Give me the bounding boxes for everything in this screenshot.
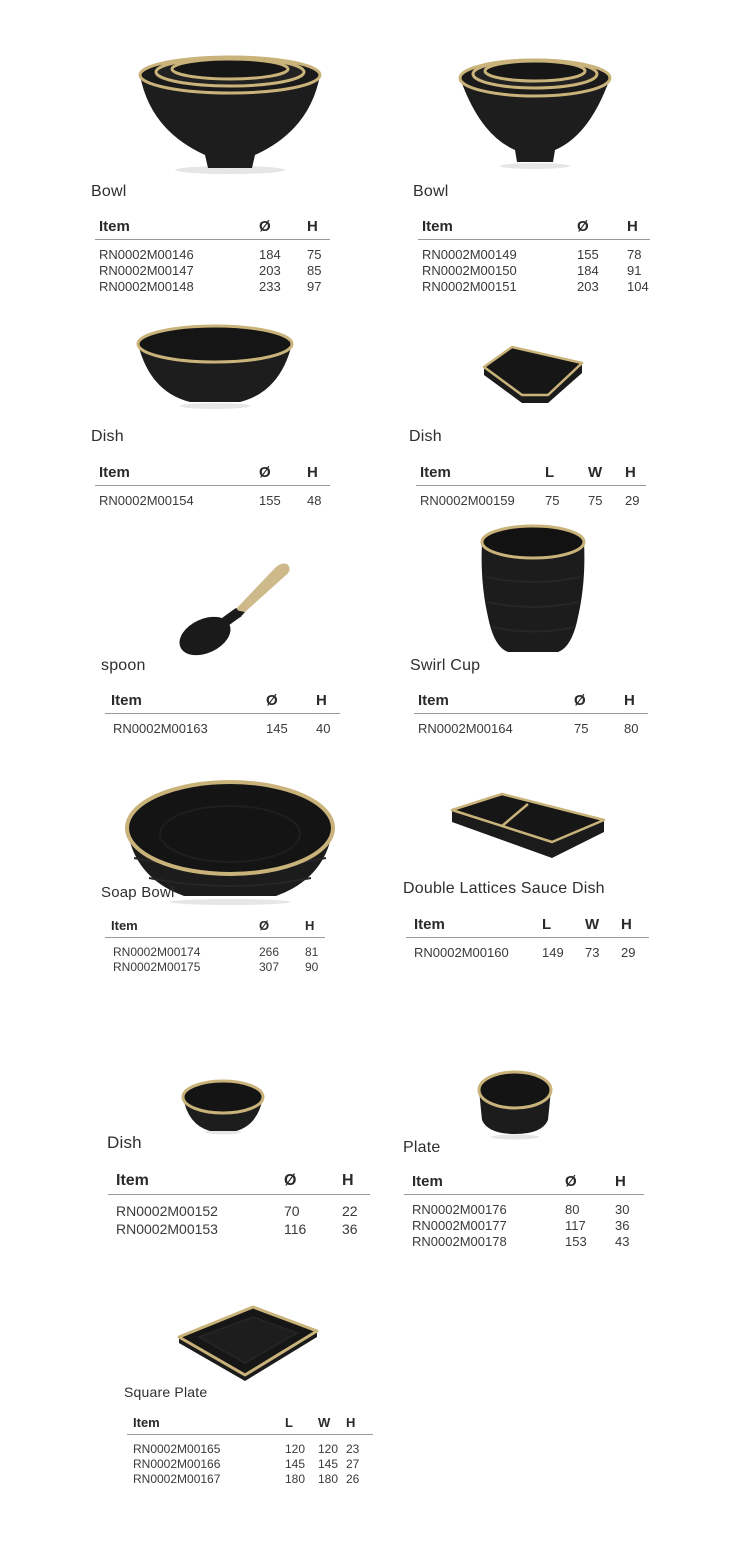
header-item: Item (108, 1172, 284, 1195)
length-value: 149 (542, 945, 564, 960)
header-item: Item (95, 464, 259, 486)
height-value: 29 (621, 945, 636, 960)
item-code: RN0002M00177 (412, 1218, 507, 1233)
diameter-value: 70 (284, 1203, 300, 1219)
diameter-value: 75 (574, 721, 589, 736)
table-row (108, 1195, 370, 1221)
height-value: 48 (307, 493, 322, 508)
height-value: 104 (627, 279, 649, 294)
header-item: Item (105, 692, 266, 714)
item-code: RN0002M00159 (420, 493, 515, 508)
product-title: Swirl Cup (410, 657, 481, 674)
table-row (108, 1220, 370, 1238)
product-title: Plate (403, 1139, 441, 1156)
item-code: RN0002M00165 (133, 1442, 221, 1456)
table-row (105, 960, 325, 975)
table-row (127, 1435, 373, 1458)
item-code: RN0002M00174 (113, 945, 201, 959)
header-length: L (285, 1415, 318, 1435)
height-value: 40 (316, 721, 331, 736)
item-code: RN0002M00178 (412, 1234, 507, 1249)
height-value: 97 (307, 279, 322, 294)
table-row (414, 714, 648, 738)
item-code: RN0002M00164 (418, 721, 513, 736)
length-value: 145 (285, 1457, 306, 1471)
header-width: W (588, 464, 625, 486)
diameter-value: 233 (259, 279, 281, 294)
double-sauce-dish-icon (448, 790, 608, 862)
table-row (404, 1195, 644, 1219)
product-title: spoon (101, 657, 146, 674)
header-item: Item (404, 1173, 565, 1195)
header-height: H (307, 464, 330, 486)
header-item: Item (414, 692, 574, 714)
height-value: 75 (307, 247, 322, 262)
product-title: Dish (107, 1133, 142, 1152)
diameter-value: 155 (577, 247, 599, 262)
header-diameter: Ø (259, 218, 307, 240)
diameter-value: 307 (259, 960, 280, 974)
height-value: 30 (615, 1202, 630, 1217)
table-row (95, 486, 330, 510)
diameter-value: 203 (259, 263, 281, 278)
header-item: Item (127, 1415, 285, 1435)
height-value: 80 (624, 721, 639, 736)
nested-bowls-icon (455, 50, 615, 170)
item-code: RN0002M00150 (422, 263, 517, 278)
product-title: Dish (91, 428, 124, 445)
item-code: RN0002M00166 (133, 1457, 221, 1471)
table-row (418, 263, 650, 279)
header-height: H (625, 464, 646, 486)
cup-icon (478, 522, 588, 657)
spec-table (105, 692, 340, 737)
spec-table (406, 916, 649, 961)
diameter-value: 184 (577, 263, 599, 278)
table-row (404, 1234, 644, 1250)
table-row (105, 938, 325, 961)
length-value: 180 (285, 1472, 306, 1486)
table-row (95, 263, 330, 279)
header-diameter: Ø (565, 1173, 615, 1195)
diameter-value: 266 (259, 945, 280, 959)
length-value: 120 (285, 1442, 306, 1456)
item-code: RN0002M00151 (422, 279, 517, 294)
width-value: 120 (318, 1442, 339, 1456)
header-height: H (316, 692, 340, 714)
product-title: Double Lattices Sauce Dish (403, 880, 605, 897)
item-code: RN0002M00149 (422, 247, 517, 262)
item-code: RN0002M00160 (414, 945, 509, 960)
table-row (404, 1218, 644, 1234)
header-length: L (545, 464, 588, 486)
height-value: 26 (346, 1472, 360, 1486)
header-diameter: Ø (577, 218, 627, 240)
item-code: RN0002M00167 (133, 1472, 221, 1486)
header-height: H (307, 218, 330, 240)
header-item: Item (95, 218, 259, 240)
deep-plate-icon (476, 1068, 554, 1140)
item-code: RN0002M00175 (113, 960, 201, 974)
product-title: Bowl (91, 183, 127, 200)
header-item: Item (416, 464, 545, 486)
nested-bowls-icon (130, 50, 330, 175)
diameter-value: 203 (577, 279, 599, 294)
item-code: RN0002M00147 (99, 263, 194, 278)
product-title: Square Plate (124, 1384, 208, 1400)
diameter-value: 145 (266, 721, 288, 736)
spec-table (105, 918, 325, 975)
diameter-value: 117 (565, 1218, 586, 1233)
width-value: 73 (585, 945, 600, 960)
spoon-icon (175, 560, 295, 660)
table-row (127, 1457, 373, 1472)
width-value: 145 (318, 1457, 339, 1471)
height-value: 78 (627, 247, 642, 262)
table-row (416, 486, 646, 510)
small-dish-icon (180, 1077, 266, 1135)
height-value: 36 (615, 1218, 630, 1233)
header-length: L (542, 916, 585, 938)
spec-table (416, 464, 646, 509)
diameter-value: 116 (284, 1221, 307, 1237)
table-row (406, 938, 649, 962)
header-diameter: Ø (259, 464, 307, 486)
height-value: 23 (346, 1442, 360, 1456)
spec-table (404, 1173, 644, 1250)
header-diameter: Ø (284, 1172, 342, 1195)
header-height: H (627, 218, 650, 240)
header-width: W (585, 916, 621, 938)
table-row (127, 1472, 373, 1487)
diameter-value: 184 (259, 247, 281, 262)
spec-table (108, 1172, 370, 1238)
header-height: H (615, 1173, 644, 1195)
header-diameter: Ø (266, 692, 316, 714)
round-dish-icon (135, 322, 295, 410)
spec-table (127, 1415, 373, 1487)
diameter-value: 80 (565, 1202, 580, 1217)
item-code: RN0002M00163 (113, 721, 208, 736)
table-row (95, 240, 330, 264)
item-code: RN0002M00176 (412, 1202, 507, 1217)
header-item: Item (406, 916, 542, 938)
item-code: RN0002M00146 (99, 247, 194, 262)
height-value: 27 (346, 1457, 360, 1471)
header-diameter: Ø (259, 918, 305, 938)
square-dish-icon (482, 345, 584, 405)
header-height: H (621, 916, 649, 938)
header-item: Item (105, 918, 259, 938)
height-value: 91 (627, 263, 642, 278)
spec-table (95, 218, 330, 295)
diameter-value: 155 (259, 493, 281, 508)
width-value: 75 (588, 493, 603, 508)
header-width: W (318, 1415, 346, 1435)
spec-table (418, 218, 650, 295)
diameter-value: 153 (565, 1234, 587, 1249)
header-height: H (624, 692, 648, 714)
item-code: RN0002M00153 (116, 1221, 218, 1237)
product-title: Bowl (413, 183, 449, 200)
item-code: RN0002M00152 (116, 1203, 218, 1219)
item-code: RN0002M00148 (99, 279, 194, 294)
spec-table (414, 692, 648, 737)
table-row (418, 279, 650, 295)
spec-table (95, 464, 330, 509)
square-plate-icon (175, 1305, 321, 1381)
header-height: H (346, 1415, 373, 1435)
header-diameter: Ø (574, 692, 624, 714)
table-row (418, 240, 650, 264)
table-row (105, 714, 340, 738)
height-value: 81 (305, 945, 319, 959)
height-value: 43 (615, 1234, 630, 1249)
product-title: Soap Bowl (101, 884, 175, 901)
header-height: H (305, 918, 325, 938)
header-height: H (342, 1172, 370, 1195)
height-value: 22 (342, 1203, 358, 1219)
height-value: 90 (305, 960, 319, 974)
table-row (95, 279, 330, 295)
header-item: Item (418, 218, 577, 240)
length-value: 75 (545, 493, 560, 508)
height-value: 85 (307, 263, 322, 278)
item-code: RN0002M00154 (99, 493, 194, 508)
product-title: Dish (409, 428, 442, 445)
height-value: 29 (625, 493, 640, 508)
height-value: 36 (342, 1221, 358, 1237)
width-value: 180 (318, 1472, 339, 1486)
